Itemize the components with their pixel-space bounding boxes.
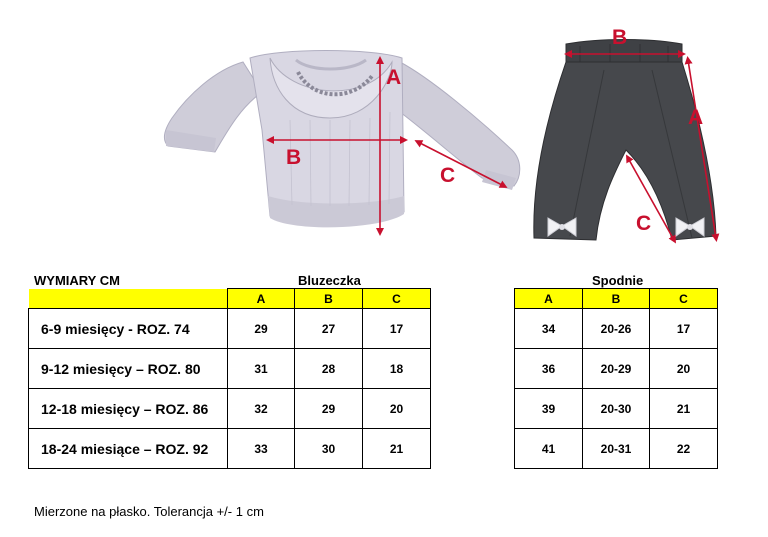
table-row (29, 349, 431, 389)
size-label: 18-24 miesiące – ROZ. 92 (29, 429, 228, 469)
column-header-b: B (295, 289, 363, 309)
measurement-cell: 29 (295, 389, 363, 429)
pants-marker-a: A (688, 106, 704, 129)
blouse-marker-a: A (386, 66, 402, 89)
pants-marker-c: C (636, 212, 652, 235)
column-header-c: C (363, 289, 431, 309)
measurement-cell: 31 (228, 349, 295, 389)
measurement-cell: 22 (650, 429, 718, 469)
size-chart-heading: WYMIARY CM (34, 273, 120, 288)
measurement-cell: 33 (228, 429, 295, 469)
measurement-note: Mierzone na płasko. Tolerancja +/- 1 cm (34, 504, 264, 519)
pants-table-title: Spodnie (592, 273, 644, 288)
measurement-cell: 27 (295, 309, 363, 349)
measurement-cell: 28 (295, 349, 363, 389)
pants-size-table (514, 288, 718, 469)
column-header-a: A (228, 289, 295, 309)
size-label: 12-18 miesięcy – ROZ. 86 (29, 389, 228, 429)
measurement-cell: 17 (650, 309, 718, 349)
column-header-c: C (650, 289, 718, 309)
measurement-cell: 36 (515, 349, 583, 389)
blouse-size-table (28, 288, 431, 469)
measurement-cell: 29 (228, 309, 295, 349)
table-row (29, 389, 431, 429)
measurement-cell: 20-30 (583, 389, 650, 429)
measurement-cell: 39 (515, 389, 583, 429)
measurement-cell: 20-29 (583, 349, 650, 389)
table-row (515, 389, 718, 429)
measurement-cell: 18 (363, 349, 431, 389)
pants-image (534, 40, 716, 241)
measurement-cell: 20-26 (583, 309, 650, 349)
table-row (515, 309, 718, 349)
measurement-cell: 34 (515, 309, 583, 349)
measurement-cell: 30 (295, 429, 363, 469)
measurement-cell: 32 (228, 389, 295, 429)
measurement-cell: 17 (363, 309, 431, 349)
column-header-b: B (583, 289, 650, 309)
column-header-a: A (515, 289, 583, 309)
measurement-cell: 21 (363, 429, 431, 469)
garment-illustration (0, 0, 768, 262)
blouse-image (165, 51, 520, 228)
pants-marker-b: B (612, 26, 628, 49)
measurement-cell: 21 (650, 389, 718, 429)
measurement-cell: 41 (515, 429, 583, 469)
measurement-cell: 20-31 (583, 429, 650, 469)
blouse-table-title: Bluzeczka (298, 273, 361, 288)
table-row (29, 309, 431, 349)
measurement-cell: 20 (650, 349, 718, 389)
blouse-marker-b: B (286, 146, 302, 169)
size-label: 6-9 miesięcy - ROZ. 74 (29, 309, 228, 349)
blouse-marker-c: C (440, 164, 456, 187)
size-label: 9-12 miesięcy – ROZ. 80 (29, 349, 228, 389)
table-row (29, 429, 431, 469)
blank-header-cell (29, 289, 228, 309)
measurement-cell: 20 (363, 389, 431, 429)
table-row (515, 349, 718, 389)
table-row (515, 429, 718, 469)
